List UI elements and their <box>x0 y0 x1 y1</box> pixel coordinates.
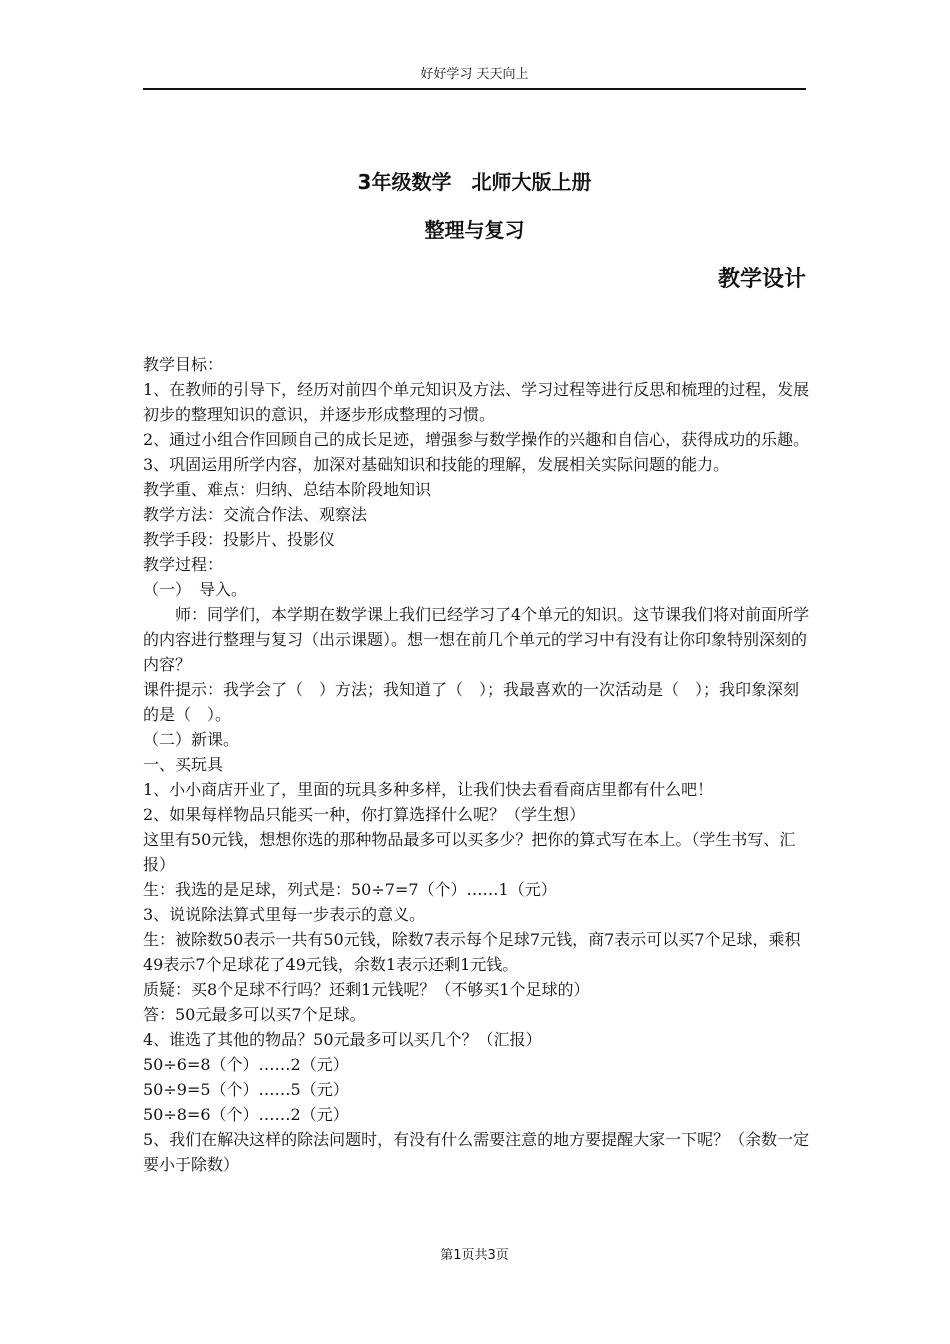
courseware-prompt: 课件提示：我学会了（ ）方法；我知道了（ ）；我最喜欢的一次活动是（ ）；我印象深刻的是（ ）。 <box>143 680 800 724</box>
student-answer-1: 生：我选的是足球，列式是：50÷7=7（个）……1（元） <box>143 880 557 899</box>
buy-toys-heading: 一、买玩具 <box>143 755 224 774</box>
question: 质疑：买8个足球不行吗？还剩1元钱呢？（不够买1个足球的） <box>143 980 590 999</box>
section-intro-heading: （一） 导入。 <box>143 580 248 599</box>
equation-3: 50÷8=6（个）……2（元） <box>143 1105 349 1124</box>
answer: 答：50元最多可以买7个足球。 <box>143 1005 366 1024</box>
equation-2: 50÷9=5（个）……5（元） <box>143 1080 349 1099</box>
section-new-lesson-heading: （二）新课。 <box>143 730 240 749</box>
document-type-heading: 教学设计 <box>717 267 806 292</box>
step-1: 1、小小商店开业了，里面的玩具多种多样，让我们快去看看商店里都有什么吧！ <box>143 780 714 799</box>
goal-3: 3、巩固运用所学内容，加深对基础知识和技能的理解，发展相关实际问题的能力。 <box>143 455 730 474</box>
step-3: 3、说说除法算式里每一步表示的意义。 <box>143 905 426 924</box>
goal-1: 1、在教师的引导下，经历对前四个单元知识及方法、学习过程等进行反思和梳理的过程，发展初步的整理知识的意识，并逐步形成整理的习惯。 <box>143 380 810 424</box>
page-footer: 第1页共3页 <box>440 1248 509 1263</box>
goal-2: 2、通过小组合作回顾自己的成长足迹，增强参与数学操作的兴趣和自信心，获得成功的乐趣。 <box>143 430 810 449</box>
teacher-intro-paragraph: 师：同学们，本学期在数学课上我们已经学习了4个单元的知识。这节课我们将对前面所学的内容进行整理与复习（出示课题）。想一想在前几个单元的学习中有没有让你印象特别深刻的内容？ <box>143 605 810 674</box>
step-2-task: 这里有50元钱，想想你选的那种物品最多可以买多少？把你的算式写在本上。（学生书写、汇报） <box>143 830 796 874</box>
document-title: 3年级数学 北师大版上册 <box>357 170 592 194</box>
step-5: 5、我们在解决这样的除法问题时，有没有什么需要注意的地方要提醒大家一下呢？（余数一定要小于除数） <box>143 1130 810 1174</box>
equation-1: 50÷6=8（个）……2（元） <box>143 1055 349 1074</box>
teaching-methods: 教学方法：交流合作法、观察法 <box>143 505 368 524</box>
page-header: 好好学习 天天向上 <box>420 67 529 82</box>
goals-heading: 教学目标： <box>143 355 224 374</box>
process-heading: 教学过程： <box>143 555 224 574</box>
teaching-tools: 教学手段：投影片、投影仪 <box>143 530 336 549</box>
document-body <box>143 352 811 1177</box>
header-rule <box>143 88 806 90</box>
step-4: 4、谁选了其他的物品？50元最多可以买几个？（汇报） <box>143 1030 542 1049</box>
step-2: 2、如果每样物品只能买一种，你打算选择什么呢？（学生想） <box>143 805 586 824</box>
key-points: 教学重、难点：归纳、总结本阶段地知识 <box>143 480 432 499</box>
document-subtitle: 整理与复习 <box>424 218 525 242</box>
student-explanation: 生：被除数50表示一共有50元钱，除数7表示每个足球7元钱，商7表示可以买7个足球，乘积49表示7个足球花了49元钱，余数1表示还剩1元钱。 <box>143 930 801 974</box>
